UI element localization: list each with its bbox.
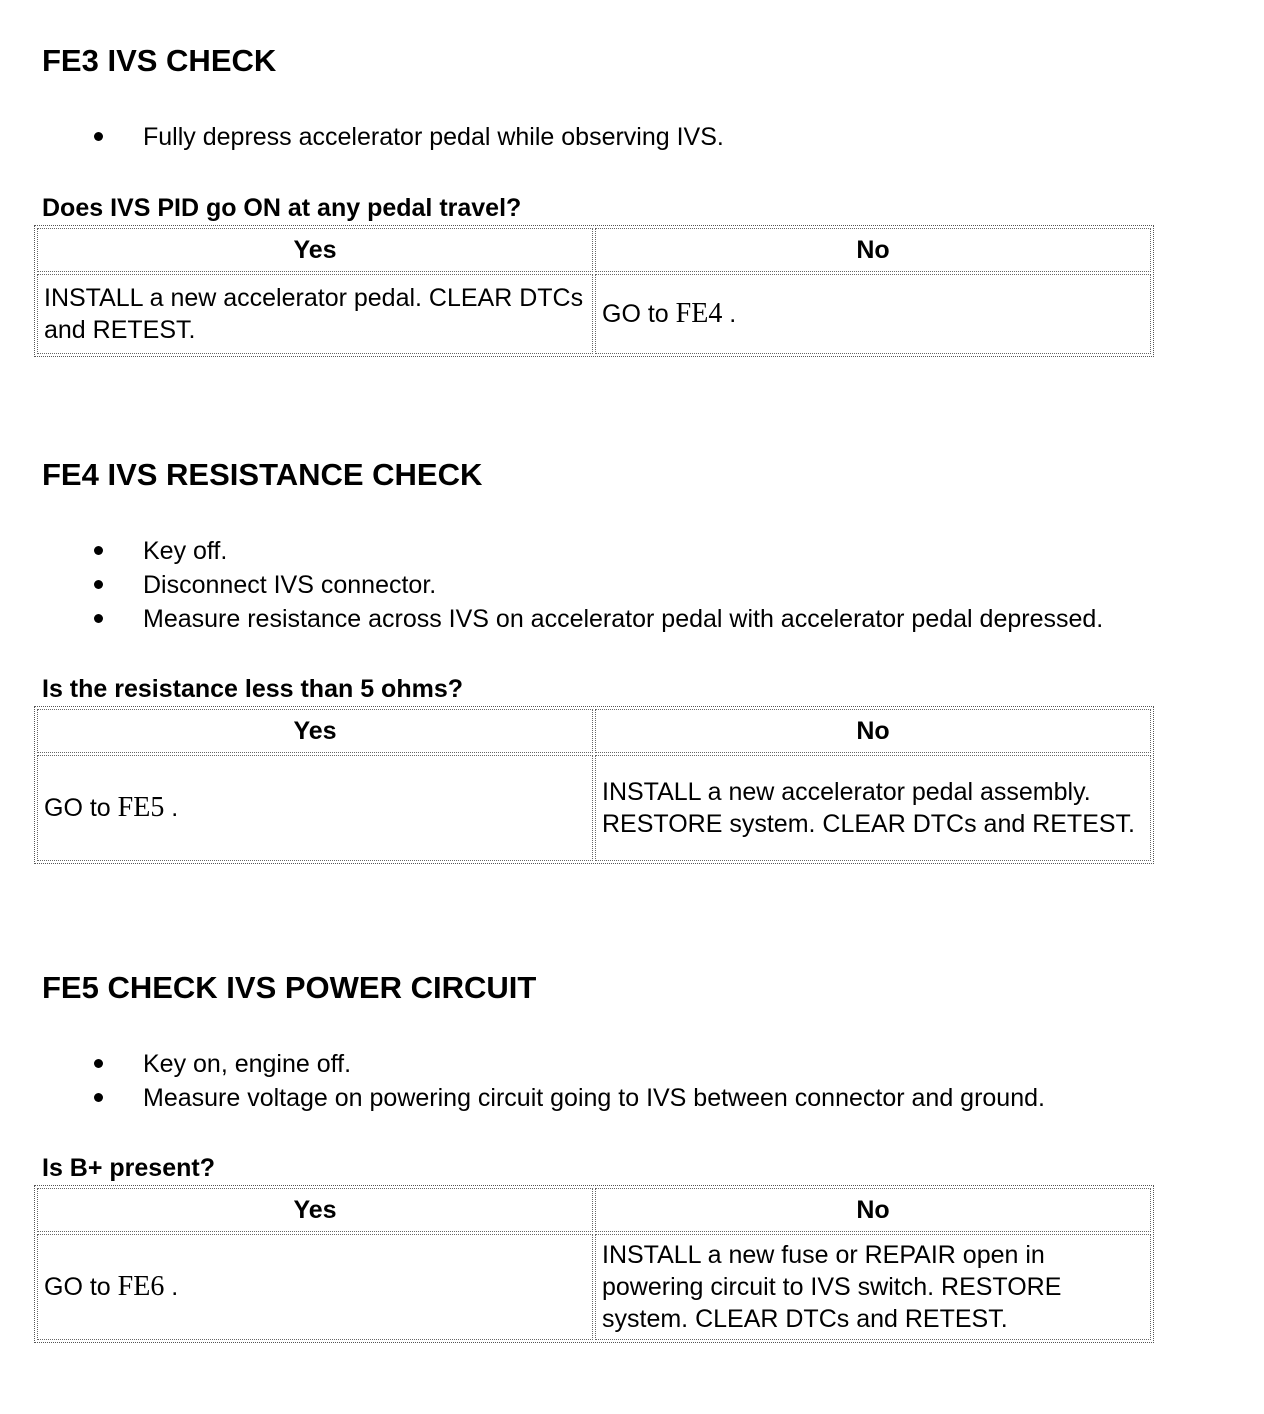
goto-suffix: . [164, 794, 179, 822]
no-cell: INSTALL a new accelerator pedal assembly. RESTORE system. CLEAR DTCs and RETEST. [595, 755, 1151, 861]
question-text: Is B+ present? [42, 1154, 215, 1182]
yes-cell [37, 1234, 593, 1340]
step-item [0, 534, 1103, 568]
yes-header: Yes [37, 228, 593, 272]
table-header-row [37, 1188, 1151, 1232]
question-text: Does IVS PID go ON at any pedal travel? [42, 194, 522, 222]
table-header-row [37, 709, 1151, 753]
no-header: No [595, 1188, 1151, 1232]
step-text: Fully depress accelerator pedal while observing IVS. [143, 123, 724, 151]
bullet-icon [94, 1093, 103, 1102]
step-item [0, 120, 724, 154]
table-row [37, 274, 1151, 354]
goto-suffix: . [722, 300, 737, 328]
question-text: Is the resistance less than 5 ohms? [42, 675, 463, 703]
goto-prefix: GO to [44, 1273, 118, 1301]
table-row [37, 755, 1151, 861]
step-list [0, 120, 724, 154]
section-heading: FE3 IVS CHECK [42, 43, 277, 78]
step-text: Key off. [143, 537, 228, 565]
table-header-row [37, 228, 1151, 272]
step-list [0, 1047, 1045, 1115]
step-link-fe6[interactable]: FE6 [117, 1271, 165, 1302]
bullet-icon [94, 132, 103, 141]
no-cell: INSTALL a new fuse or REPAIR open in powering circuit to IVS switch. RESTORE system. CLEAR DTCs and RETEST. [595, 1234, 1151, 1340]
yes-header: Yes [37, 709, 593, 753]
bullet-icon [94, 1059, 103, 1068]
goto-suffix: . [164, 1273, 179, 1301]
bullet-icon [94, 580, 103, 589]
no-cell [595, 274, 1151, 354]
step-text: Measure resistance across IVS on accelerator pedal with accelerator pedal depressed. [143, 605, 1104, 633]
yes-cell: INSTALL a new accelerator pedal. CLEAR DTCs and RETEST. [37, 274, 593, 354]
step-item [0, 1081, 1045, 1115]
step-link-fe4[interactable]: FE4 [675, 298, 723, 329]
step-text: Measure voltage on powering circuit going to IVS between connector and ground. [143, 1084, 1045, 1112]
section-heading: FE4 IVS RESISTANCE CHECK [42, 457, 483, 492]
step-link-fe5[interactable]: FE5 [117, 792, 165, 823]
step-text: Key on, engine off. [143, 1050, 352, 1078]
yes-cell [37, 755, 593, 861]
bullet-icon [94, 546, 103, 555]
step-item [0, 568, 1103, 602]
yes-header: Yes [37, 1188, 593, 1232]
no-header: No [595, 228, 1151, 272]
step-item [0, 602, 1103, 636]
table-row [37, 1234, 1151, 1340]
step-list [0, 534, 1103, 636]
answer-table [34, 706, 1154, 864]
answer-table [34, 225, 1154, 357]
step-text: Disconnect IVS connector. [143, 571, 437, 599]
goto-prefix: GO to [602, 300, 676, 328]
step-item [0, 1047, 1045, 1081]
no-header: No [595, 709, 1151, 753]
section-heading: FE5 CHECK IVS POWER CIRCUIT [42, 970, 537, 1005]
answer-table [34, 1185, 1154, 1343]
bullet-icon [94, 614, 103, 623]
goto-prefix: GO to [44, 794, 118, 822]
